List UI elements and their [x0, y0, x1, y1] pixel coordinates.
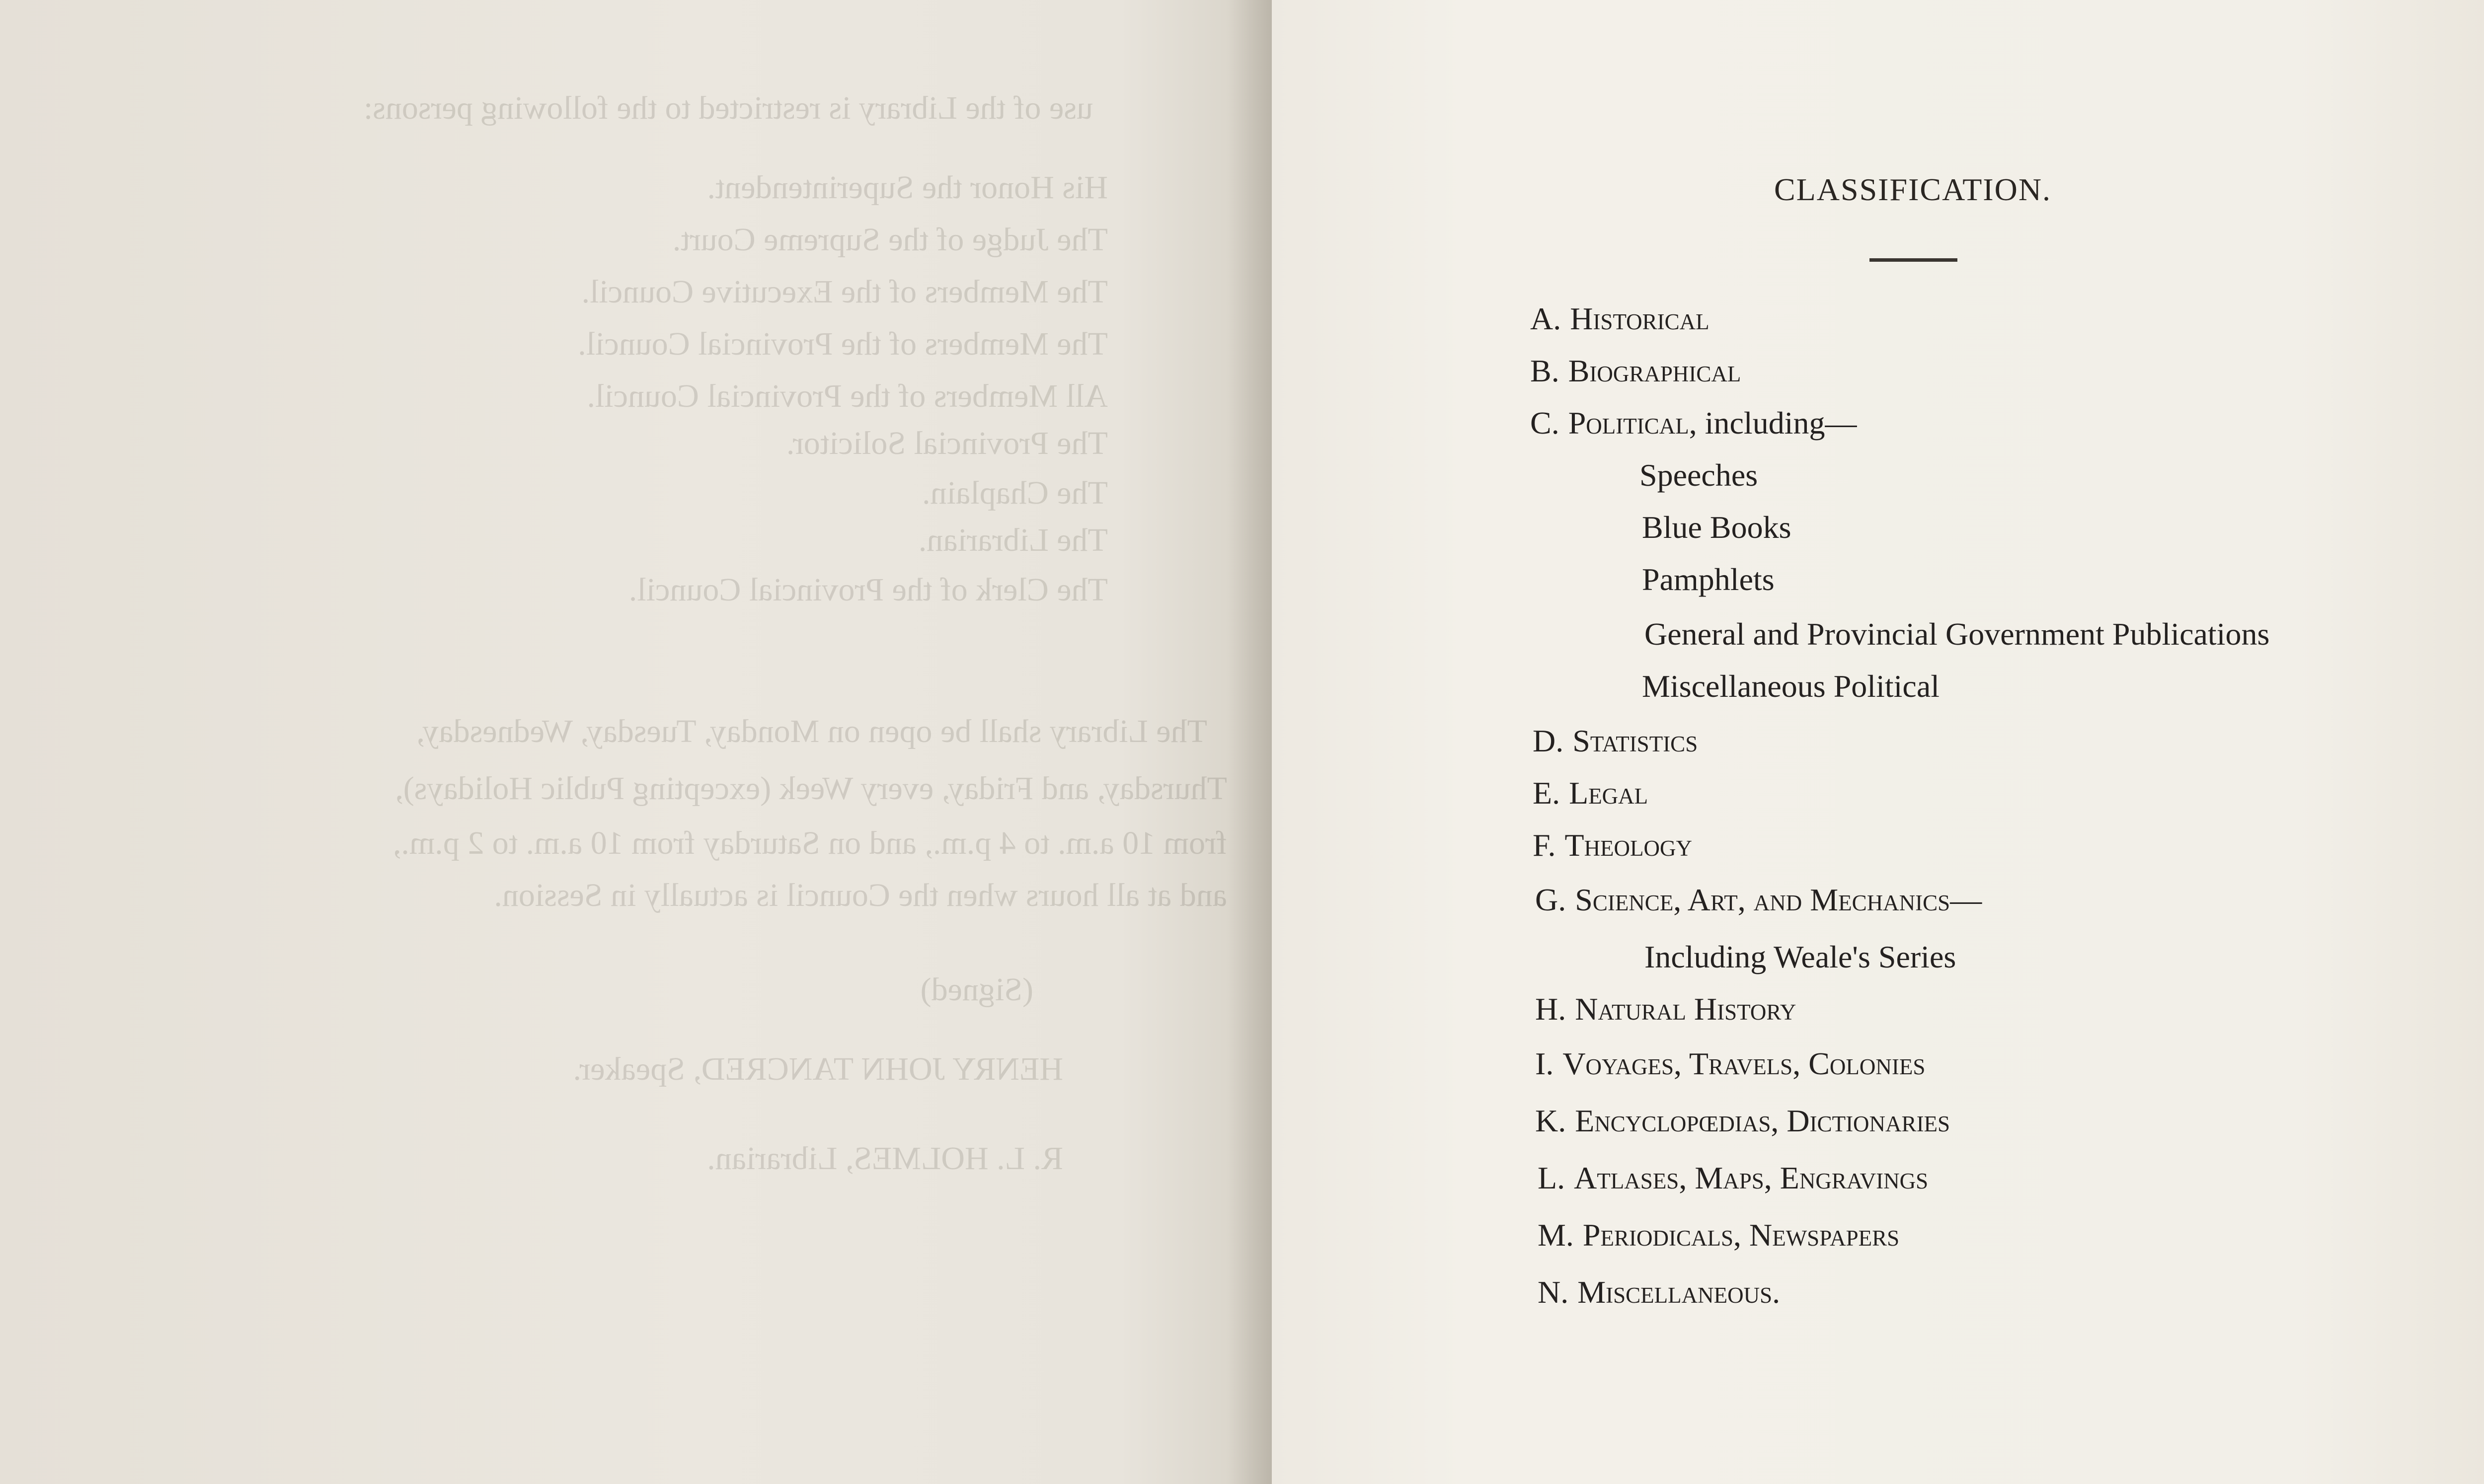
political-subitem: General and Provincial Government Publications [1644, 616, 2270, 652]
ghost-line: The Provincial Solicitor. [786, 425, 1108, 461]
class-label: Science, Art, and Mechanics [1575, 882, 1950, 917]
class-letter: B. [1530, 353, 1559, 388]
class-letter: M. [1538, 1217, 1574, 1253]
ghost-line: The Judge of the Supreme Court. [672, 222, 1108, 258]
class-entry-l [1538, 1162, 1928, 1194]
class-letter: H. [1535, 991, 1566, 1027]
class-label: Atlases, Maps, Engravings [1574, 1160, 1929, 1195]
class-suffix: , including— [1689, 405, 1857, 441]
ghost-line: Thursday, and Friday, every Week (excepting Public Holidays), [395, 770, 1227, 807]
political-subitem: Speeches [1639, 457, 1758, 493]
ghost-line: The Members of the Executive Council. [581, 274, 1108, 310]
class-entry-h [1535, 993, 1796, 1025]
ghost-line: His Honor the Superintendent. [707, 169, 1108, 206]
class-letter: E. [1533, 775, 1560, 811]
page-heading: CLASSIFICATION. [1774, 172, 2052, 207]
class-entry-k [1535, 1105, 1950, 1137]
ghost-line: The Members of the Provincial Council. [578, 326, 1108, 362]
political-subitem: Blue Books [1642, 510, 1791, 545]
class-letter: G. [1535, 882, 1566, 917]
class-letter: K. [1535, 1103, 1566, 1138]
class-label: Periodicals, Newspapers [1582, 1217, 1900, 1253]
heading-rule [1869, 258, 1957, 262]
class-label: Encyclopœdias, Dictionaries [1575, 1103, 1950, 1138]
class-entry-e [1533, 777, 1648, 809]
class-letter: N. [1538, 1274, 1569, 1310]
class-entry-i [1535, 1048, 1925, 1080]
class-label: Biographical [1568, 353, 1741, 388]
ghost-line: The Librarian. [918, 522, 1108, 558]
class-label: Theology [1564, 827, 1693, 863]
class-letter: F. [1533, 827, 1556, 863]
class-letter: D. [1533, 723, 1564, 758]
ghost-line: (Signed) [920, 971, 1033, 1008]
science-subitem: Including Weale's Series [1644, 939, 1956, 974]
class-suffix: — [1950, 882, 1982, 917]
political-subitem: Pamphlets [1642, 562, 1775, 597]
class-label: Miscellaneous. [1577, 1274, 1781, 1310]
class-label: Historical [1570, 301, 1709, 336]
class-entry-a [1530, 303, 1709, 335]
ghost-line: HENRY JOHN TANCRED, Speaker. [573, 1051, 1063, 1087]
class-entry-d [1533, 725, 1698, 757]
class-letter: A. [1530, 301, 1561, 336]
class-entry-c [1530, 407, 1857, 439]
class-entry-n [1538, 1276, 1780, 1308]
class-entry-g [1535, 884, 1982, 916]
class-label: Political [1568, 405, 1689, 441]
ghost-line: The Library shall be open on Monday, Tuesday, Wednesday, [416, 713, 1207, 749]
class-label: Voyages, Travels, Colonies [1562, 1046, 1926, 1081]
political-subitem: Miscellaneous Political [1642, 668, 1940, 704]
ghost-line: R. L. HOLMES, Librarian. [707, 1140, 1063, 1177]
ghost-line: All Members of the Provincial Council. [587, 378, 1108, 414]
ghost-line: use of the Library is restricted to the following persons: [363, 90, 1093, 126]
right-page [1272, 0, 2484, 1484]
class-entry-m [1538, 1219, 1899, 1251]
class-letter: L. [1538, 1160, 1565, 1195]
class-entry-f [1533, 829, 1692, 861]
ghost-line: from 10 a.m. to 4 p.m., and on Saturday from 10 a.m. to 2 p.m., [392, 825, 1227, 861]
class-entry-b [1530, 355, 1741, 387]
ghost-line: The Chaplain. [922, 475, 1108, 511]
ghost-line: and at all hours when the Council is actually in Session. [494, 877, 1227, 913]
ghost-line: The Clerk of the Provincial Council. [628, 572, 1108, 608]
class-label: Legal [1569, 775, 1648, 811]
class-label: Natural History [1575, 991, 1796, 1027]
class-letter: C. [1530, 405, 1559, 441]
class-letter: I. [1535, 1046, 1554, 1081]
class-label: Statistics [1572, 723, 1698, 758]
